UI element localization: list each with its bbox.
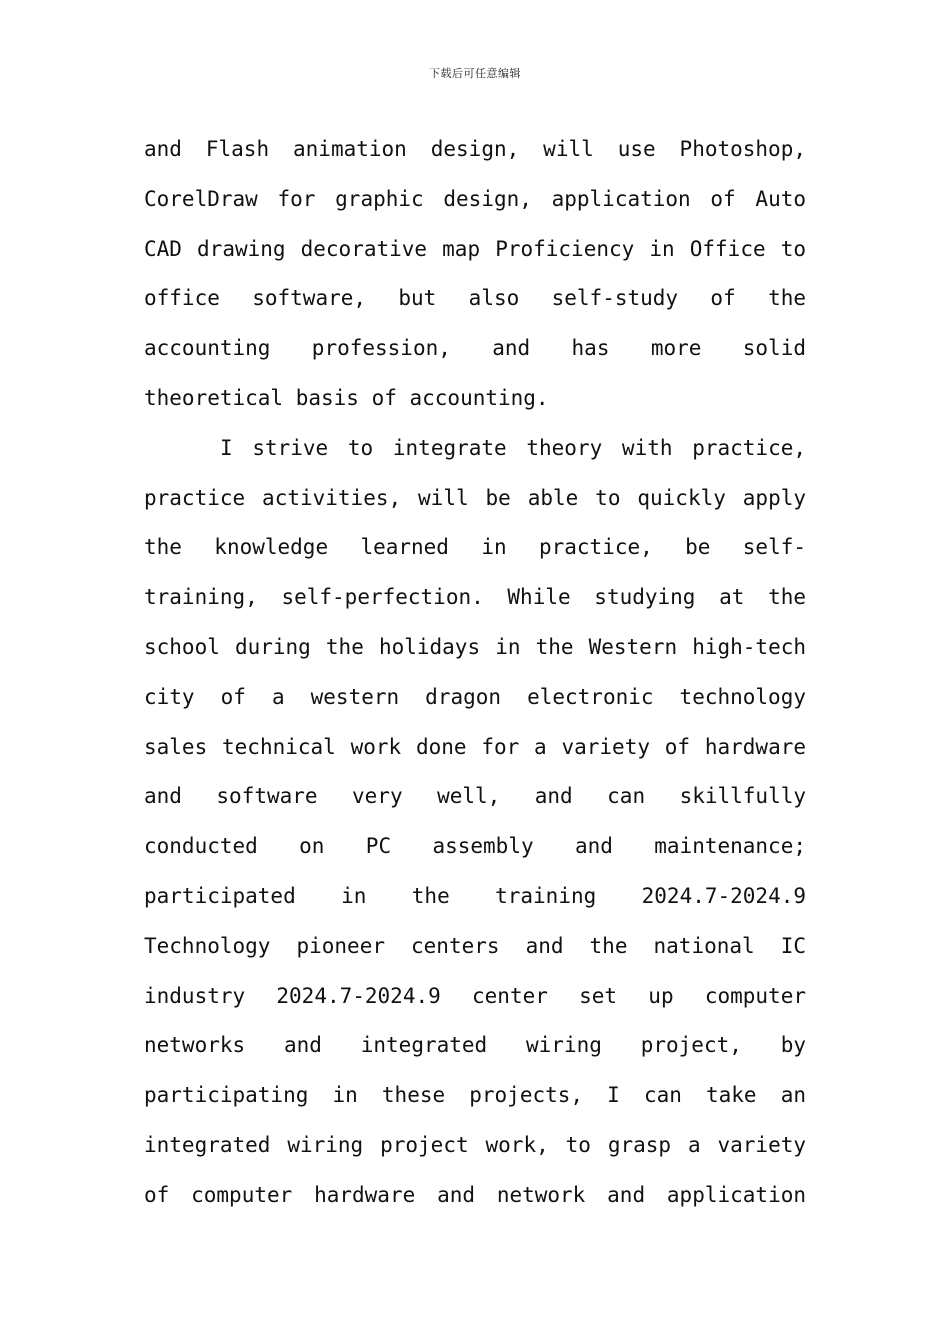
text-line: theoretical basis of accounting. [144,385,549,410]
text-line: CorelDraw for graphic design, application of Auto [144,186,806,211]
text-line: training, self-perfection. While studying at the [144,585,806,610]
text-line: the knowledge learned in practice, be self- [144,535,806,560]
page-header: 下载后可任意编辑 [429,67,521,80]
text-line: school during the holidays in the Western high-tech [144,634,806,659]
text-line: participated in the training 2024.7-2024.9 [144,883,806,908]
text-line: CAD drawing decorative map Proficiency in Office to [144,236,806,261]
text-line: conducted on PC assembly and maintenance; [144,834,806,859]
text-line: sales technical work done for a variety of hardware [144,734,806,759]
text-line: of computer hardware and network and application [144,1182,806,1207]
document-body [144,125,806,1221]
text-line: and software very well, and can skillfully [144,784,806,809]
text-line: city of a western dragon electronic technology [144,684,806,709]
text-line: office software, but also self-study of the [144,286,806,311]
text-line: accounting profession, and has more solid [144,336,806,361]
text-line: participating in these projects, I can take an [144,1083,806,1108]
text-line: practice activities, will be able to quickly apply [144,485,806,510]
text-line: integrated wiring project work, to grasp a variety [144,1132,806,1157]
text-line: networks and integrated wiring project, by [144,1033,806,1058]
text-line: Technology pioneer centers and the national IC [144,933,806,958]
text-line: and Flash animation design, will use Photoshop, [144,137,806,161]
text-line: I strive to integrate theory with practice, [220,435,806,460]
text-line: industry 2024.7-2024.9 center set up computer [144,983,806,1008]
